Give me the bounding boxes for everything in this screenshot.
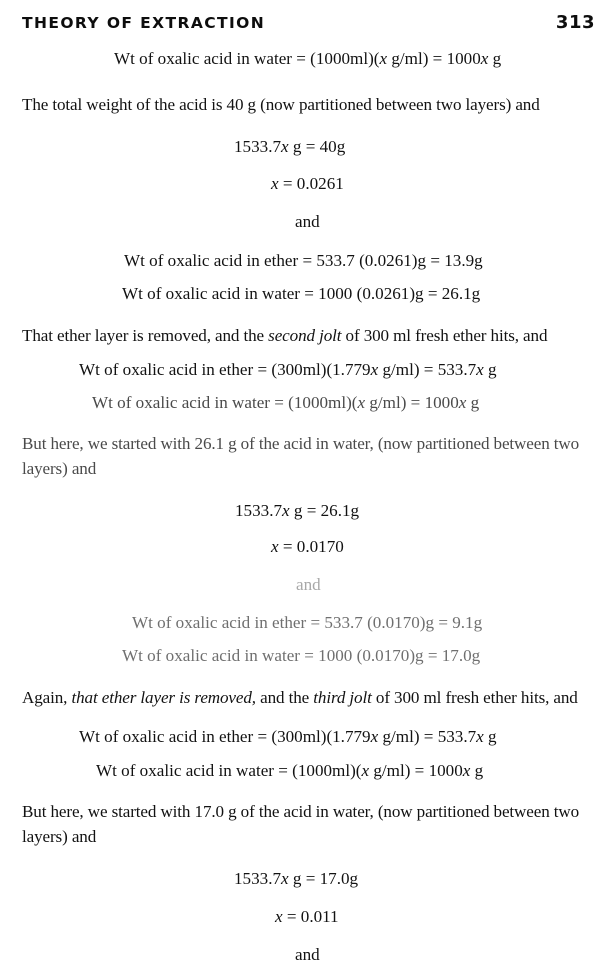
equation-water-1000x-top [114,50,595,67]
eq-unit: g [470,761,484,781]
eq-var-x: x [281,137,289,157]
running-head [22,14,595,38]
eq-text: Wt of oxalic acid in ether = (300ml)(1.779 [79,727,371,747]
eq-unit: g [483,359,497,379]
equation-water-17-0: Wt of oxalic acid in water = 1000 (0.0170)g = 17.0g [122,646,481,666]
eq-coefficient: 1533.7 [234,869,282,889]
eq-text: g/ml) = 1000 [387,49,481,68]
para-text: Again, [22,688,72,708]
eq-text: g/ml) = 533.7 [378,359,477,379]
eq-unit: g [483,727,497,747]
eq-var-x: x [282,500,290,520]
eq-var-x: x [462,761,471,781]
connector-and-2: and [296,574,321,594]
eq-var-x: x [379,49,388,68]
eq-var-x: x [476,727,484,747]
paragraph-second-jolt [22,323,595,348]
eq-var-x: x [370,727,379,747]
eq-text: = 0.0170 [278,536,344,556]
emphasis-ether-layer-removed: that ether layer is removed, [71,688,256,708]
eq-text: = 0.0261 [278,174,344,194]
running-head-title: THEORY OF EXTRACTION [22,14,266,32]
eq-text: Wt of oxalic acid in water = (1000ml)( [92,392,358,412]
eq-var-x: x [275,906,283,926]
eq-text: g/ml) = 1000 [365,392,459,412]
para-text: of 300 ml fresh ether hits, and [341,325,548,345]
eq-text: g = 17.0g [288,869,359,889]
equation-1533-equals-40 [234,138,595,155]
para-text: That ether layer is removed, and the [22,325,269,345]
eq-text: g/ml) = 533.7 [378,727,477,747]
page-number: 313 [555,12,595,33]
connector-and-1: and [295,212,320,232]
equation-x-equals-0-0170 [271,538,595,555]
eq-unit: g [466,392,480,412]
eq-coefficient: 1533.7 [234,137,282,157]
eq-unit: g [488,49,502,68]
equation-x-equals-0-0261 [271,175,595,192]
equation-ether-13-9: Wt of oxalic acid in ether = 533.7 (0.0261)g = 13.9g [124,251,483,271]
page-body [22,50,595,963]
eq-text: g/ml) = 1000 [369,761,463,781]
emphasis-third-jolt: third jolt [313,688,372,708]
para-text: of 300 ml fresh ether hits, and [371,688,578,708]
equation-ether-533-7x-second [79,361,595,378]
equation-ether-533-7x-third [79,728,595,745]
emphasis-second-jolt: second jolt [268,325,342,345]
eq-var-x: x [271,174,279,194]
eq-var-x: x [357,392,366,412]
paragraph-but-here-17-0: But here, we started with 17.0 g of the acid in water, (now partitioned between two layers) and [22,802,580,847]
eq-coefficient: 1533.7 [235,500,283,520]
eq-var-x: x [370,359,379,379]
equation-water-26-1: Wt of oxalic acid in water = 1000 (0.0261)g = 26.1g [122,284,481,304]
eq-var-x: x [476,359,484,379]
eq-text: g = 40g [288,137,346,157]
eq-text: = 0.011 [282,906,339,926]
equation-1533-equals-26-1 [235,502,595,519]
eq-var-x: x [271,536,279,556]
paragraph-total-weight: The total weight of the acid is 40 g (now partitioned between two layers) and [22,95,540,115]
eq-text: Wt of oxalic acid in ether = (300ml)(1.779 [79,359,371,379]
equation-1533-equals-17-0 [234,870,595,887]
eq-var-x: x [480,49,489,68]
equation-ether-9-1: Wt of oxalic acid in ether = 533.7 (0.0170)g = 9.1g [132,613,483,633]
eq-text: Wt of oxalic acid in water = (1000ml)( [96,761,362,781]
eq-var-x: x [361,761,370,781]
connector-and-3: and [295,944,320,964]
eq-text: Wt of oxalic acid in water = (1000ml)( [114,49,380,68]
para-text: and the [255,688,314,708]
equation-water-1000x-third [96,762,595,779]
eq-var-x: x [281,869,289,889]
paragraph-third-jolt [22,685,595,710]
eq-var-x: x [458,392,467,412]
equation-water-1000x-second [92,394,595,411]
equation-x-equals-0-011 [275,908,595,925]
eq-text: g = 26.1g [289,500,360,520]
paragraph-but-here-26-1: But here, we started with 26.1 g of the acid in water, (now partitioned between two layers) and [22,433,580,478]
